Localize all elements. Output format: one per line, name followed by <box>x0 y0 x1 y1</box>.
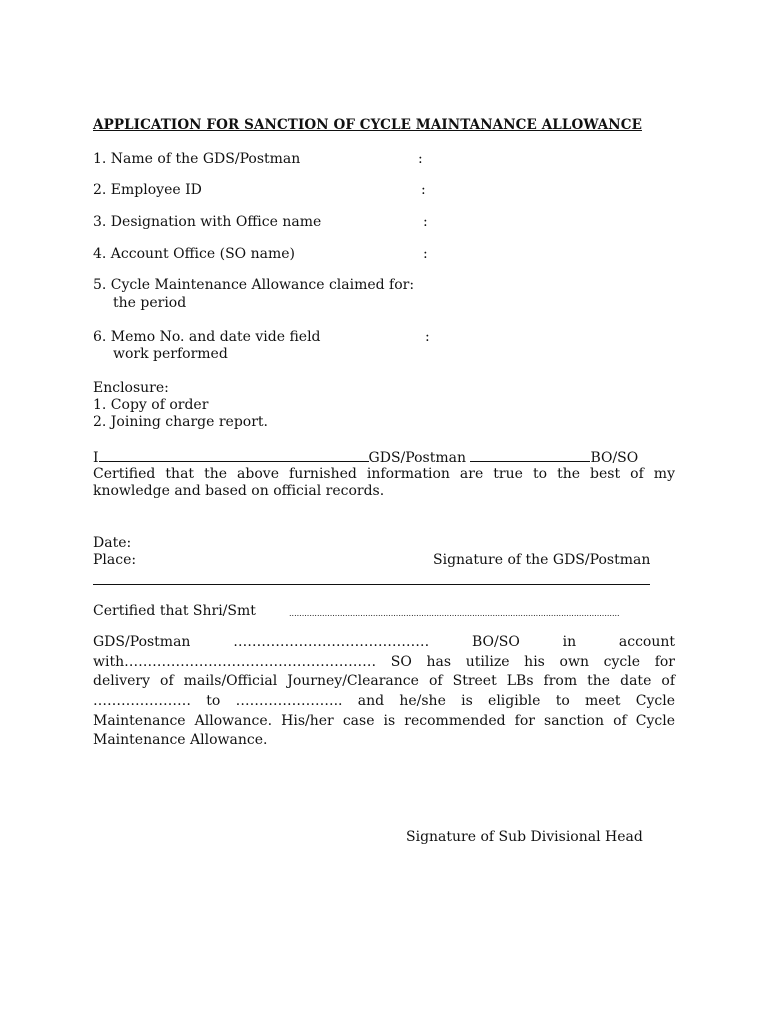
recommendation-line: Maintenance Allowance. His/her case is recommended for sanction of Cycle <box>93 712 675 729</box>
declaration-middle: GDS/Postman <box>368 450 466 466</box>
recommendation-line: ………………… to ………………….. and he/she is eligible to meet Cycle <box>93 693 675 710</box>
office-blank <box>470 449 590 462</box>
field-memo-continuation: work performed <box>113 346 228 362</box>
enclosure-item: 1. Copy of order <box>93 397 209 413</box>
certified-name-dots: .................................................................................................................................. <box>289 609 620 618</box>
field-memo-colon: : <box>425 329 430 345</box>
enclosure-item: 2. Joining charge report. <box>93 414 268 430</box>
certified-label: Certified that Shri/Smt <box>93 603 256 619</box>
declaration-prefix: I <box>93 450 99 466</box>
field-period-label: 5. Cycle Maintenance Allowance claimed for: <box>93 277 415 293</box>
field-period-continuation: the period <box>113 295 187 311</box>
field-gds-name-colon: : <box>418 151 423 167</box>
section-divider <box>93 584 650 585</box>
field-employee-id-colon: : <box>421 182 426 198</box>
date-label: Date: <box>93 535 132 551</box>
field-employee-id-label: 2. Employee ID <box>93 182 202 198</box>
declaration-text-line2: knowledge and based on official records. <box>93 483 385 499</box>
declaration-text-line1: Certified that the above furnished information are true to the best of my <box>93 466 675 482</box>
recommendation-line: Maintenance Allowance. <box>93 732 268 749</box>
field-gds-name-label: 1. Name of the GDS/Postman <box>93 151 301 167</box>
field-account-office-colon: : <box>423 246 428 262</box>
field-designation-colon: : <box>423 214 428 230</box>
signature-gds-label: Signature of the GDS/Postman <box>433 552 651 568</box>
recommendation-line: delivery of mails/Official Journey/Clearance of Street LBs from the date of <box>93 673 675 690</box>
name-blank <box>99 449 369 462</box>
recommendation-line: GDS/Postman …………………………………… BO/SO in account <box>93 634 675 650</box>
signature-sdh-label: Signature of Sub Divisional Head <box>406 829 643 845</box>
declaration-suffix: BO/SO <box>590 450 639 466</box>
enclosure-heading: Enclosure: <box>93 380 169 396</box>
recommendation-line: with……………………………………………… SO has utilize his own cycle for <box>93 653 675 670</box>
recommendation-paragraph <box>93 633 675 751</box>
field-account-office-label: 4. Account Office (SO name) <box>93 246 295 262</box>
place-label: Place: <box>93 552 137 568</box>
form-title: APPLICATION FOR SANCTION OF CYCLE MAINTANANCE ALLOWANCE <box>93 117 642 133</box>
field-designation-label: 3. Designation with Office name <box>93 214 322 230</box>
declaration-line <box>93 449 638 467</box>
field-memo-label: 6. Memo No. and date vide field <box>93 329 321 345</box>
